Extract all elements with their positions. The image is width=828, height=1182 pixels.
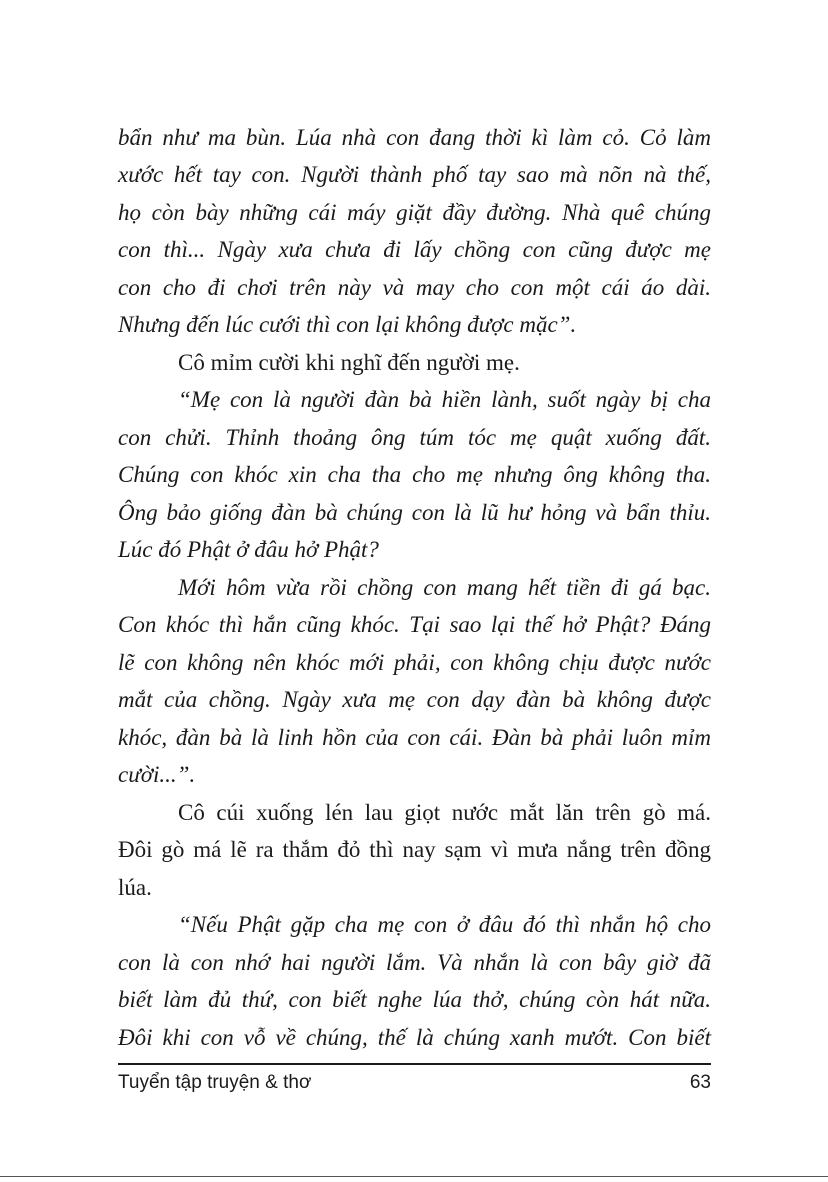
- text-line: cười...”.: [118, 762, 196, 787]
- running-footer-title: Tuyển tập truyện & thơ: [118, 1072, 312, 1093]
- text-line: Lúc đó Phật ở đâu hở Phật?: [118, 537, 379, 562]
- page-edge-divider: [0, 1176, 828, 1177]
- text-line: Đôi gò má lẽ ra thắm đỏ thì nay sạm vì mưa nắng trên đồng: [118, 837, 711, 862]
- text-line: lẽ con không nên khóc mới phải, con không chịu được nước: [118, 650, 711, 675]
- text-line: con cho đi chơi trên này và may cho con một cái áo dài.: [118, 275, 711, 300]
- text-line: lúa.: [118, 875, 152, 900]
- text-line: Con khóc thì hắn cũng khóc. Tại sao lại thế hở Phật? Đáng: [118, 612, 711, 637]
- text-line: xước hết tay con. Người thành phố tay sao mà nõn nà thế,: [118, 162, 711, 187]
- text-line: Nhưng đến lúc cưới thì con lại không được mặc”.: [118, 312, 577, 337]
- text-line: họ còn bày những cái máy giặt đầy đường. Nhà quê chúng: [118, 200, 711, 225]
- text-line: Chúng con khóc xin cha tha cho mẹ nhưng ông không tha.: [118, 462, 711, 487]
- page-number: 63: [689, 1072, 711, 1093]
- footer-divider: [118, 1063, 711, 1065]
- text-line: con là con nhớ hai người lắm. Và nhắn là con bây giờ đã: [118, 950, 711, 975]
- text-line: Cô mỉm cười khi nghĩ đến người mẹ.: [178, 350, 520, 375]
- text-line: Mới hôm vừa rồi chồng con mang hết tiền đi gá bạc.: [178, 575, 711, 600]
- text-line: mắt của chồng. Ngày xưa mẹ con dạy đàn bà không được: [118, 687, 711, 712]
- text-line: Ông bảo giống đàn bà chúng con là lũ hư hỏng và bẩn thỉu.: [118, 500, 711, 525]
- text-line: Cô cúi xuống lén lau giọt nước mắt lăn trên gò má.: [178, 800, 711, 825]
- text-line: “Mẹ con là người đàn bà hiền lành, suốt ngày bị cha: [178, 387, 711, 412]
- text-line: Đôi khi con vỗ về chúng, thế là chúng xanh mướt. Con biết: [118, 1025, 711, 1050]
- text-line: bẩn như ma bùn. Lúa nhà con đang thời kì làm cỏ. Cỏ làm: [118, 125, 711, 150]
- text-line: con thì... Ngày xưa chưa đi lấy chồng con cũng được mẹ: [118, 237, 711, 262]
- text-line: con chửi. Thỉnh thoảng ông túm tóc mẹ quật xuống đất.: [118, 425, 711, 450]
- text-line: biết làm đủ thứ, con biết nghe lúa thở, chúng còn hát nữa.: [118, 987, 711, 1012]
- text-line: khóc, đàn bà là linh hồn của con cái. Đàn bà phải luôn mỉm: [118, 725, 711, 750]
- text-line: “Nếu Phật gặp cha mẹ con ở đâu đó thì nhắn hộ cho: [178, 912, 711, 937]
